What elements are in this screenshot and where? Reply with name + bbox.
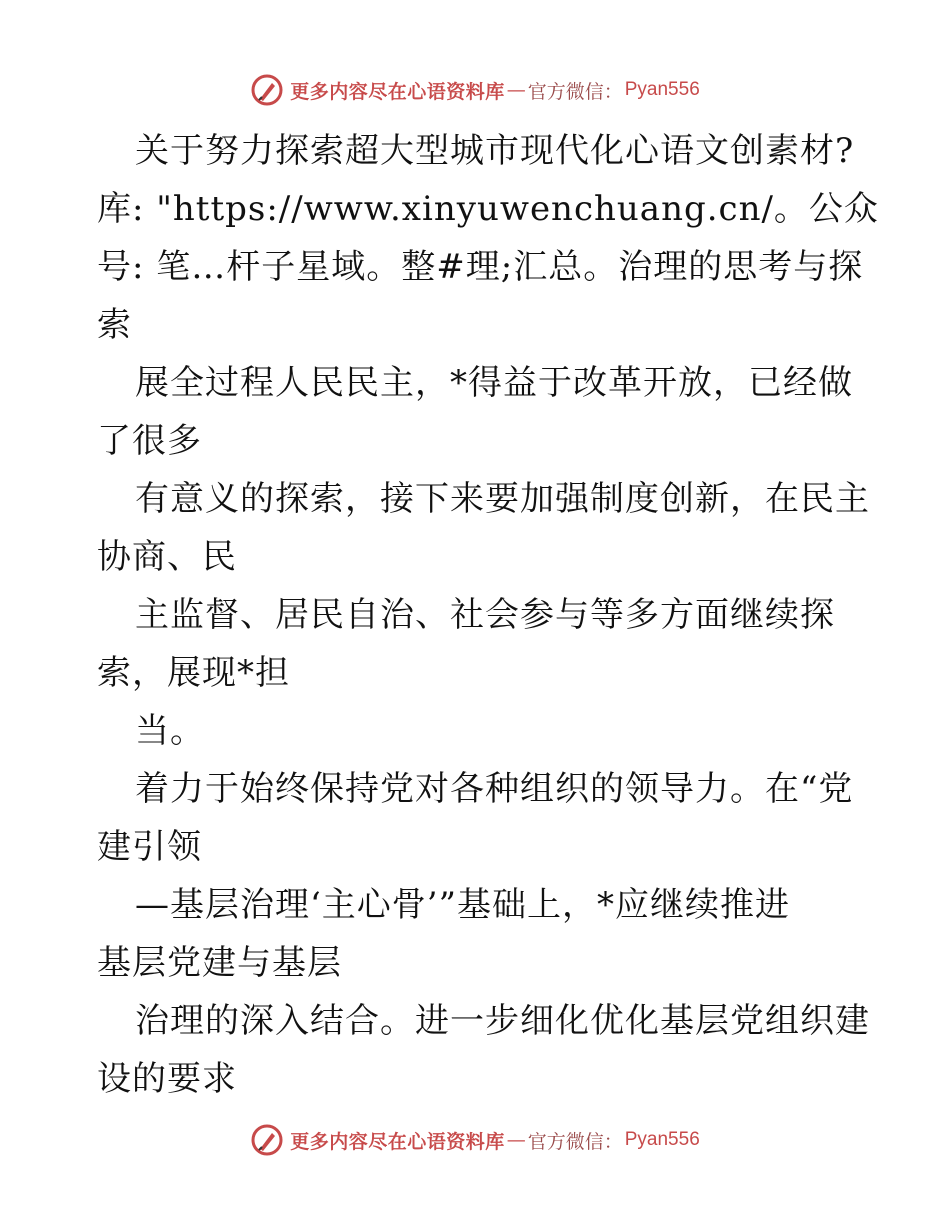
banner-wechat-id: Pyan556 [624, 79, 700, 100]
banner-wechat-id: Pyan556 [624, 1129, 700, 1150]
text-line: 库: "https://www.xinyuwenchuang.cn/。公众 [97, 189, 879, 229]
quill-logo-icon [250, 73, 284, 107]
text-line: 基层党建与基层 [97, 943, 342, 983]
text-line: 建引领 [97, 827, 202, 867]
text-line: 主监督、居民自治、社会参与等多方面继续探 [135, 595, 835, 635]
text-line: 展全过程人民民主，*得益于改革开放，已经做 [135, 363, 853, 403]
text-line: 关于努力探索超大型城市现代化心语文创素材? [135, 131, 855, 171]
document-body [97, 122, 879, 1108]
banner-wechat-label: 官方微信： [527, 1130, 623, 1153]
quill-logo-icon [250, 1123, 284, 1157]
header-banner [0, 70, 950, 110]
text-line: 当。 [135, 711, 205, 751]
text-line: 着力于始终保持党对各种组织的领导力。在“党 [135, 769, 854, 809]
text-line: —基层治理‘主心骨’”基础上，*应继续推进 [135, 885, 790, 925]
text-line: 协商、民 [97, 537, 237, 577]
text-line: 索 [97, 305, 132, 345]
banner-text: 更多内容尽在心语资料库 [290, 1130, 505, 1153]
banner-dash: — [506, 79, 526, 101]
text-line: 索，展现*担 [97, 653, 290, 693]
banner-dash: — [506, 1129, 526, 1151]
footer-banner [0, 1120, 950, 1160]
text-line: 设的要求 [97, 1059, 237, 1099]
text-line: 治理的深入结合。进一步细化优化基层党组织建 [135, 1001, 870, 1041]
text-line: 了很多 [97, 421, 202, 461]
text-line: 号: 笔…杆子星域。整#理;汇总。治理的思考与探 [97, 247, 864, 287]
banner-text: 更多内容尽在心语资料库 [290, 80, 505, 103]
text-line: 有意义的探索，接下来要加强制度创新，在民主 [135, 479, 870, 519]
banner-wechat-label: 官方微信： [527, 80, 623, 103]
